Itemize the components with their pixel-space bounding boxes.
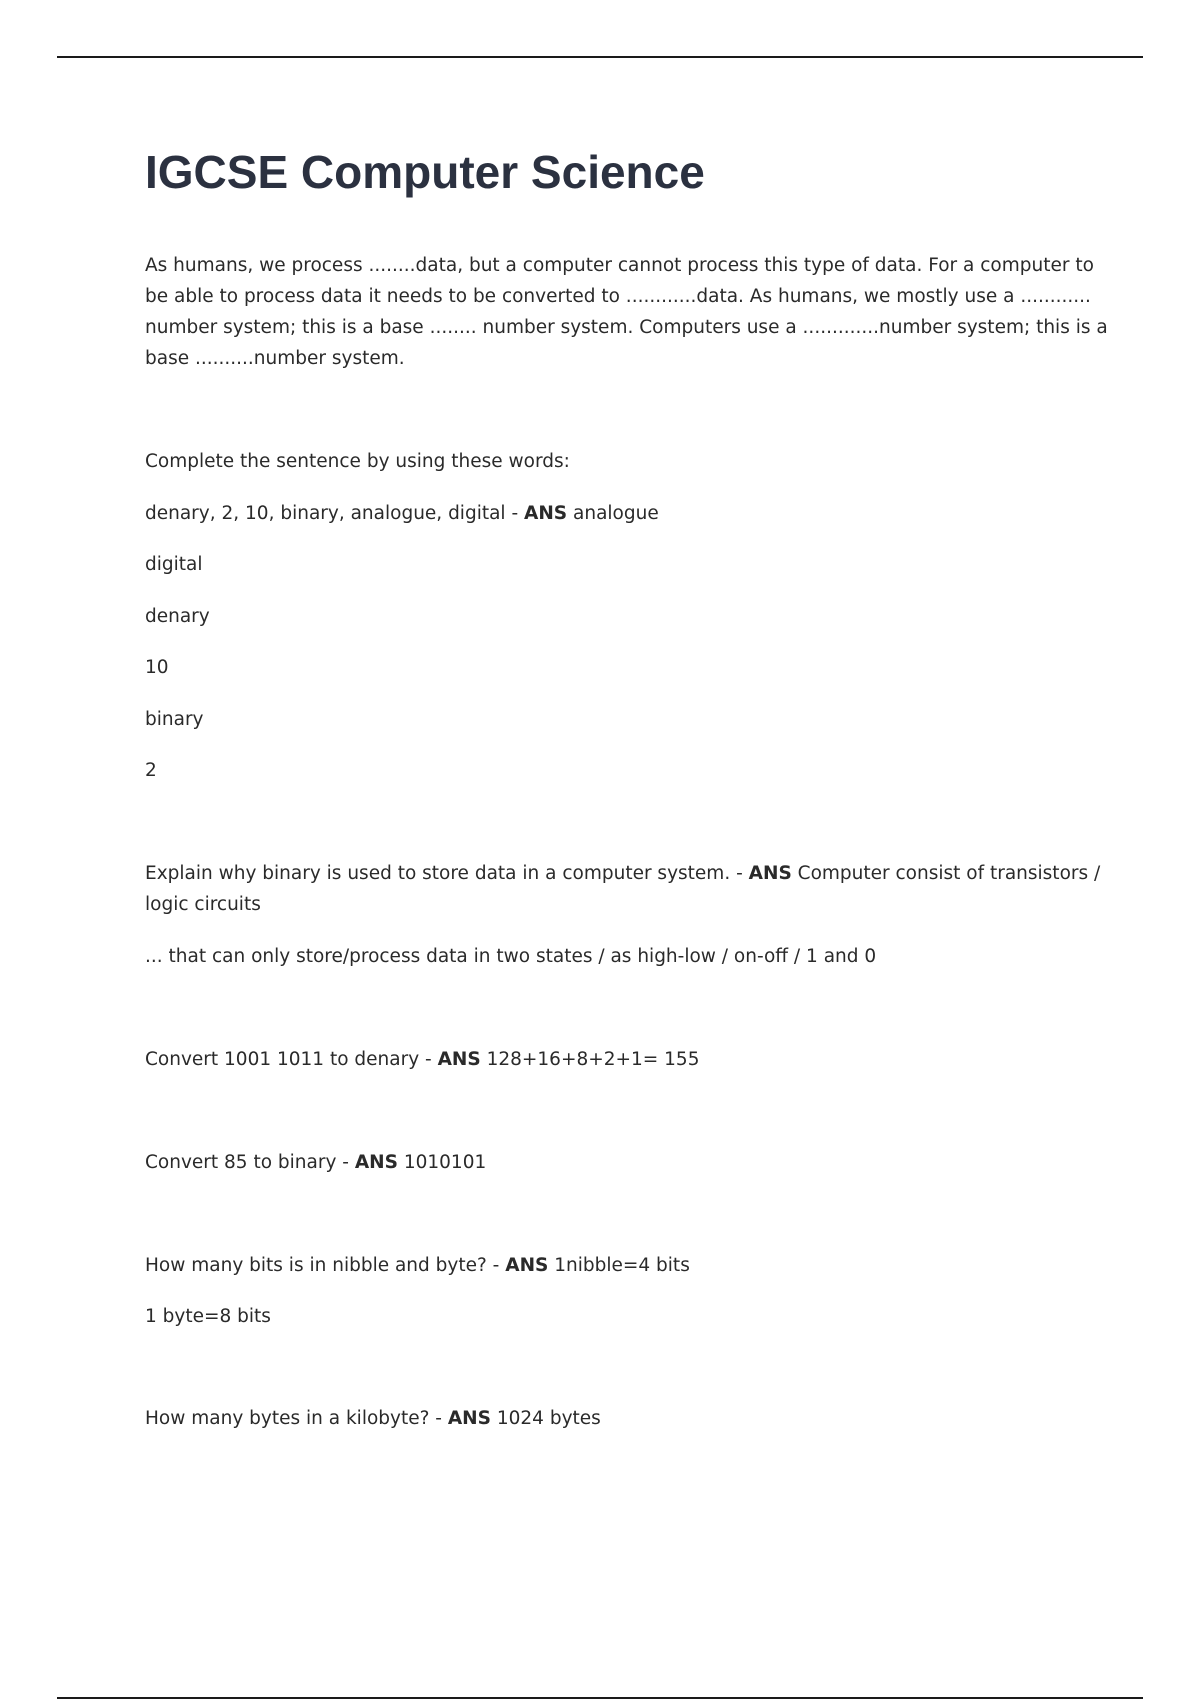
ans-label: ANS: [354, 1152, 398, 1173]
q1-answer-line: binary: [145, 709, 204, 730]
bottom-rule: [57, 1697, 1143, 1699]
q1-answer-line: 10: [145, 657, 169, 678]
q5-question-text: How many bits is in nibble and byte? -: [145, 1255, 506, 1276]
q1-prompt: Complete the sentence by using these words:: [145, 451, 570, 472]
q1-question: [145, 498, 659, 529]
q4-question-text: Convert 85 to binary -: [145, 1152, 355, 1173]
ans-label: ANS: [437, 1049, 481, 1070]
q2-question: [145, 858, 1100, 889]
ans-label: ANS: [505, 1255, 549, 1276]
ans-label: ANS: [524, 503, 568, 524]
q5-answer-line: 1 byte=8 bits: [145, 1306, 271, 1327]
page-title: IGCSE Computer Science: [145, 146, 705, 198]
intro-line: be able to process data it needs to be converted to ............data. As humans, we mostly use a ............: [145, 286, 1091, 307]
q4-question: [145, 1147, 486, 1178]
q5-question: [145, 1250, 690, 1281]
q2-answer-line: ... that can only store/process data in two states / as high-low / on-off / 1 and 0: [145, 946, 877, 967]
q6-answer: 1024 bytes: [490, 1408, 601, 1429]
q2-question-text: Explain why binary is used to store data in a computer system. -: [145, 863, 749, 884]
top-rule: [57, 56, 1143, 58]
q5-answer: 1nibble=4 bits: [548, 1255, 690, 1276]
q1-answer-line: 2: [145, 760, 157, 781]
q3-question-text: Convert 1001 1011 to denary -: [145, 1049, 438, 1070]
q3-answer: 128+16+8+2+1= 155: [480, 1049, 700, 1070]
q4-answer: 1010101: [397, 1152, 487, 1173]
q6-question: [145, 1403, 601, 1434]
q1-answer-line: denary: [145, 606, 210, 627]
ans-label: ANS: [748, 863, 792, 884]
q2-answer: Computer consist of transistors /: [791, 863, 1101, 884]
intro-line: base ..........number system.: [145, 348, 405, 369]
intro-line: As humans, we process ........data, but a computer cannot process this type of data. For a computer to: [145, 255, 1094, 276]
q6-question-text: How many bytes in a kilobyte? -: [145, 1408, 448, 1429]
q1-question-text: denary, 2, 10, binary, analogue, digital -: [145, 503, 524, 524]
ans-label: ANS: [447, 1408, 491, 1429]
intro-line: number system; this is a base ........ number system. Computers use a .............number system; this is a: [145, 317, 1108, 338]
q1-answer: analogue: [567, 503, 659, 524]
q1-answer-line: digital: [145, 554, 203, 575]
q2-answer-cont: logic circuits: [145, 894, 261, 915]
q3-question: [145, 1044, 699, 1075]
